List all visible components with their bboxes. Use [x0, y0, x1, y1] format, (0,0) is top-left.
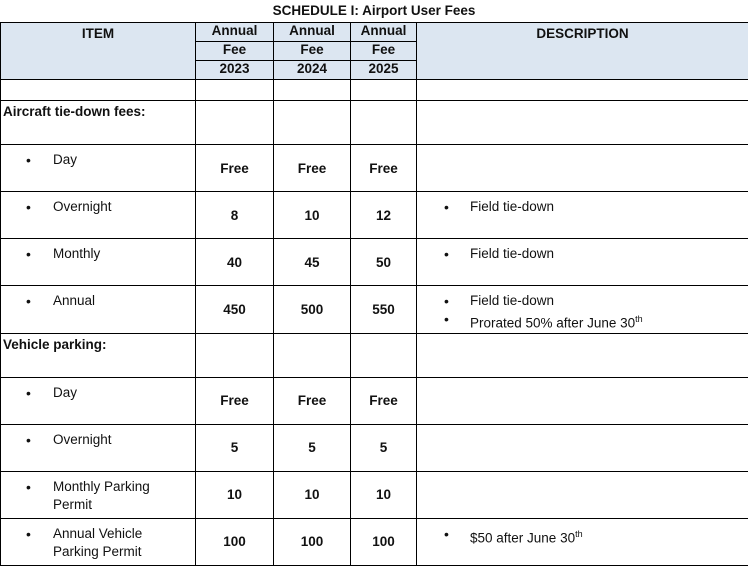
bullet: •	[444, 292, 449, 310]
table-row	[1, 424, 748, 471]
bullet: •	[444, 198, 449, 216]
fee-2023: 40	[196, 239, 274, 286]
item-label: Day	[53, 152, 77, 167]
item-label: Overnight	[53, 199, 112, 214]
fee-2025: Free	[351, 145, 417, 192]
fee-2024: 45	[274, 239, 351, 286]
page-title: SCHEDULE I: Airport User Fees	[0, 0, 748, 22]
ordinal-suffix: th	[575, 529, 583, 539]
item-label-line1: Annual Vehicle	[53, 526, 142, 541]
fee-2025: 12	[351, 192, 417, 239]
bullet: •	[26, 292, 31, 310]
bullet: •	[444, 245, 449, 263]
fee-2025: 5	[351, 424, 417, 471]
table-row	[1, 518, 748, 565]
fee-table	[0, 22, 748, 566]
description-text: Field tie-down	[470, 199, 554, 214]
table-row	[1, 286, 748, 334]
fee-2023: Free	[196, 377, 274, 424]
table-row	[1, 239, 748, 286]
fee-2025: 550	[351, 286, 417, 334]
bullet: •	[26, 198, 31, 216]
fee-2024: 100	[274, 518, 351, 565]
bullet: •	[444, 310, 449, 328]
section-title-aircraft: Aircraft tie-down fees:	[1, 101, 196, 145]
bullet: •	[444, 525, 449, 543]
header-2025-l2: Fee	[351, 42, 417, 61]
description-text: Prorated 50% after June 30	[470, 316, 635, 331]
header-2023-l1: Annual	[196, 23, 274, 42]
table-row	[1, 145, 748, 192]
table-row	[1, 192, 748, 239]
description-text: $50 after June 30	[470, 530, 575, 545]
bullet: •	[26, 384, 31, 402]
item-label: Day	[53, 385, 77, 400]
spacer-row	[1, 80, 748, 101]
header-item: ITEM	[1, 23, 196, 80]
description-text: Field tie-down	[470, 246, 554, 261]
header-2024-year: 2024	[274, 61, 351, 80]
header-2024-l2: Fee	[274, 42, 351, 61]
item-label-line1: Monthly Parking	[53, 479, 150, 494]
item-label: Overnight	[53, 432, 112, 447]
item-label: Monthly	[53, 246, 100, 261]
fee-2023: 450	[196, 286, 274, 334]
fee-2023: 10	[196, 471, 274, 518]
section-row-aircraft	[1, 101, 748, 145]
header-2023-year: 2023	[196, 61, 274, 80]
header-2025-year: 2025	[351, 61, 417, 80]
ordinal-suffix: th	[635, 314, 643, 324]
table-row	[1, 377, 748, 424]
fee-2024: Free	[274, 145, 351, 192]
header-2023-l2: Fee	[196, 42, 274, 61]
bullet: •	[26, 245, 31, 263]
bullet: •	[26, 431, 31, 449]
fee-2024: 10	[274, 192, 351, 239]
fee-2025: 50	[351, 239, 417, 286]
item-label-line2: Parking Permit	[53, 544, 142, 559]
fee-2023: 5	[196, 424, 274, 471]
fee-2024: 500	[274, 286, 351, 334]
header-description: DESCRIPTION	[417, 23, 748, 80]
header-2025-l1: Annual	[351, 23, 417, 42]
fee-2023: Free	[196, 145, 274, 192]
item-label: Annual	[53, 293, 95, 308]
fee-2024: 5	[274, 424, 351, 471]
section-row-vehicle	[1, 333, 748, 377]
bullet: •	[26, 478, 31, 496]
fee-2024: Free	[274, 377, 351, 424]
description-text: Field tie-down	[470, 293, 554, 308]
fee-2024: 10	[274, 471, 351, 518]
fee-2025: 100	[351, 518, 417, 565]
fee-2023: 8	[196, 192, 274, 239]
section-title-vehicle: Vehicle parking:	[1, 333, 196, 377]
bullet: •	[26, 151, 31, 169]
header-2024-l1: Annual	[274, 23, 351, 42]
bullet: •	[26, 525, 31, 543]
item-label-line2: Permit	[53, 497, 92, 512]
fee-2025: Free	[351, 377, 417, 424]
fee-2025: 10	[351, 471, 417, 518]
fee-2023: 100	[196, 518, 274, 565]
